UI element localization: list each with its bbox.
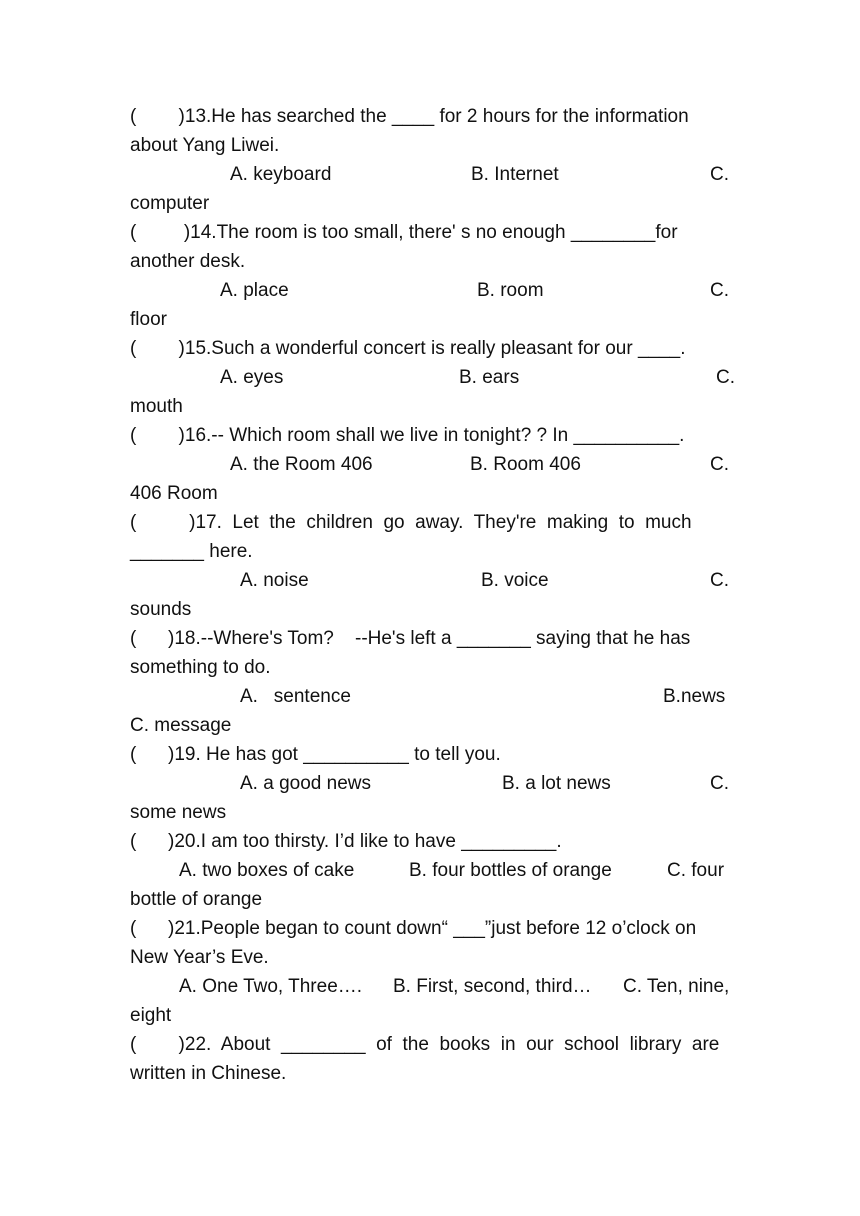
question-18-option-b: B.news — [663, 686, 726, 707]
question-15-options — [130, 363, 735, 392]
question-22-stem-cont: written in Chinese. — [130, 1063, 287, 1084]
question-18-options — [130, 682, 730, 711]
question-14-option-a: A. place — [220, 280, 289, 301]
question-18-stem: ( )18.--Where's Tom? --He's left a _______ saying that he has — [130, 628, 691, 649]
question-19-stem: ( )19. He has got __________ to tell you. — [130, 744, 501, 765]
question-15-option-a: A. eyes — [220, 367, 284, 388]
question-15-option-b: B. ears — [459, 367, 520, 388]
question-14-option-c-cont: floor — [130, 309, 167, 330]
question-17-stem: ( )17. Let the children go away. They're making to much — [130, 512, 692, 533]
question-16-option-b: B. Room 406 — [470, 454, 581, 475]
question-14-options — [130, 276, 730, 305]
question-18-option-c: C. message — [130, 715, 232, 736]
question-20-option-c: C. four — [667, 860, 725, 881]
question-16-options — [130, 450, 730, 479]
question-17-option-a: A. noise — [240, 570, 309, 591]
question-15-stem: ( )15.Such a wonderful concert is really pleasant for our ____. — [130, 338, 686, 359]
question-18-stem-cont: something to do. — [130, 657, 271, 678]
question-20-option-b: B. four bottles of orange — [409, 860, 612, 881]
question-19-option-c-cont: some news — [130, 802, 227, 823]
question-15-option-c-cont: mouth — [130, 396, 183, 417]
question-15-option-c: C. — [716, 367, 735, 388]
question-14-stem-cont: another desk. — [130, 251, 246, 272]
question-16-option-c: C. — [710, 454, 729, 475]
question-21-option-c-cont: eight — [130, 1005, 172, 1026]
question-16-option-a: A. the Room 406 — [230, 454, 373, 475]
question-17-stem-cont: _______ here. — [130, 541, 253, 562]
question-20-option-c-cont: bottle of orange — [130, 889, 263, 910]
question-13-option-a: A. keyboard — [230, 164, 332, 185]
question-13-option-c-cont: computer — [130, 193, 210, 214]
question-21-options — [130, 972, 730, 1001]
question-19-option-b: B. a lot news — [502, 773, 611, 794]
question-16-stem: ( )16.-- Which room shall we live in tonight? ? In __________. — [130, 425, 685, 446]
question-21-stem: ( )21.People began to count down“ ___”just before 12 o’clock on — [130, 918, 697, 939]
question-17-option-c-cont: sounds — [130, 599, 192, 620]
question-13-option-c: C. — [710, 164, 729, 185]
question-14-stem: ( )14.The room is too small, there' s no enough ________for — [130, 222, 678, 243]
question-19-option-c: C. — [710, 773, 729, 794]
question-22-stem: ( )22. About ________ of the books in our school library are — [130, 1034, 720, 1055]
question-14-option-b: B. room — [477, 280, 544, 301]
question-21-option-c: C. Ten, nine, — [623, 976, 730, 997]
question-16-option-c-cont: 406 Room — [130, 483, 218, 504]
question-13-option-b: B. Internet — [471, 164, 559, 185]
question-21-option-b: B. First, second, third… — [393, 976, 592, 997]
question-21-option-a: A. One Two, Three…. — [179, 976, 363, 997]
question-13-stem: ( )13.He has searched the ____ for 2 hours for the information — [130, 106, 689, 127]
question-21-stem-cont: New Year’s Eve. — [130, 947, 269, 968]
question-20-stem: ( )20.I am too thirsty. I’d like to have _________. — [130, 831, 562, 852]
question-19-options — [130, 769, 730, 798]
question-17-option-b: B. voice — [481, 570, 549, 591]
question-17-option-c: C. — [710, 570, 729, 591]
question-13-stem-cont: about Yang Liwei. — [130, 135, 280, 156]
question-20-option-a: A. two boxes of cake — [179, 860, 355, 881]
question-17-options — [130, 566, 730, 595]
question-14-option-c: C. — [710, 280, 729, 301]
question-19-option-a: A. a good news — [240, 773, 371, 794]
question-13-options — [130, 160, 730, 189]
question-18-option-a: A. sentence — [240, 686, 351, 707]
question-20-options — [130, 856, 730, 885]
